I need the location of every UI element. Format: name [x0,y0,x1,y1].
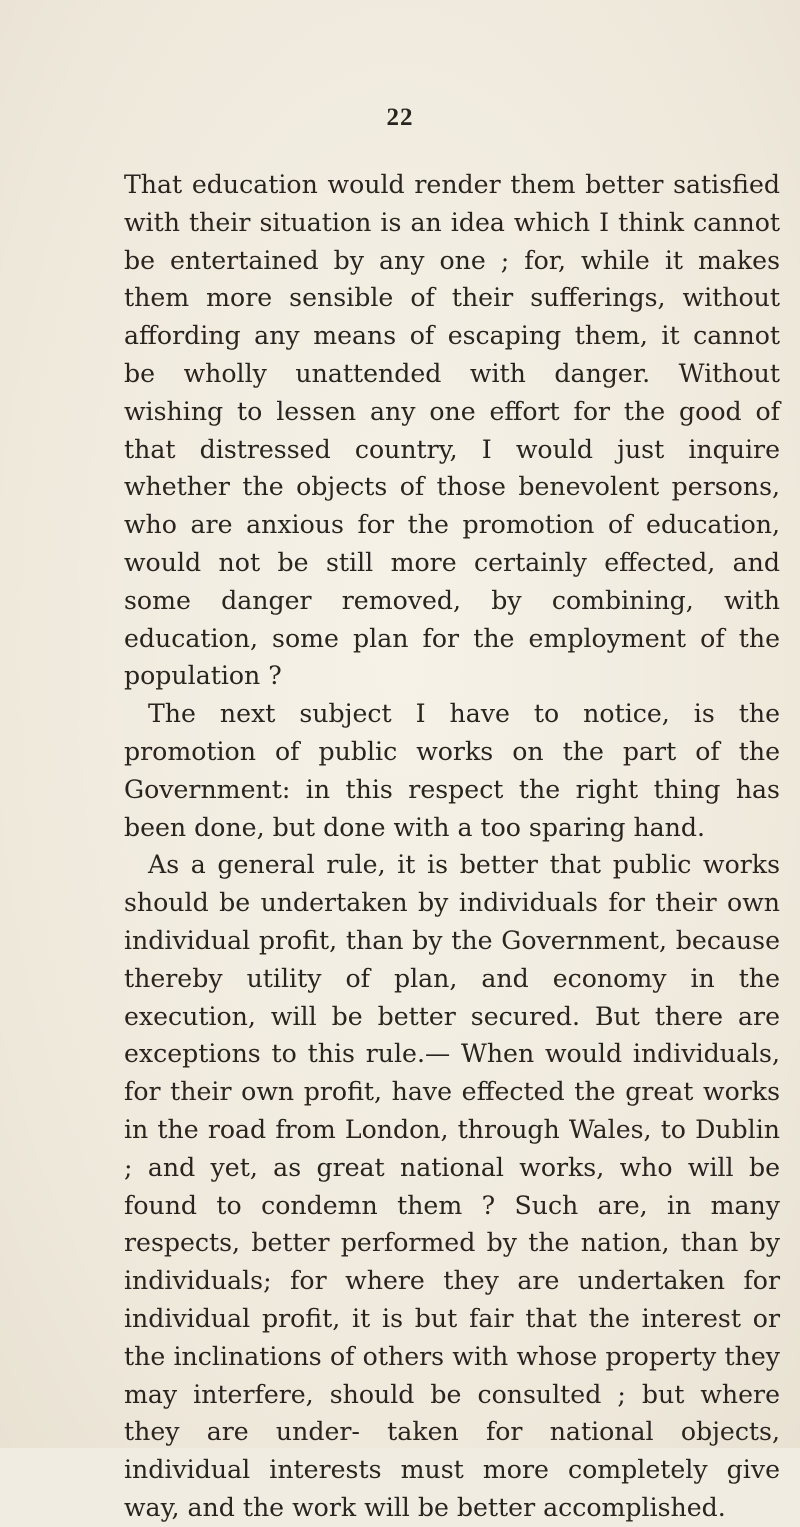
paragraph-education: That education would render them better satisfied with their situation is an idea which I think cannot be entertained by any one ; for, while it makes them more sensible of their sufferings, without affording any means of escaping them, it cannot be wholly unattended with danger. Without wishing to lessen any one effort for the good of that distressed country, I would just inquire whether the objects of those benevolent persons, who are anxious for the promotion of education, would not be still more certainly effected, and some danger removed, by combining, with education, some plan for the employment of the population ? [124,170,780,691]
body-text [124,166,780,1527]
page-number: 22 [386,104,414,131]
paragraph-general-rule: As a general rule, it is better that public works should be undertaken by individuals for their own individual profit, than by the Government, because thereby utility of plan, and economy in the execution, will be better secured. But there are exceptions to this rule.— When would individuals, for their own profit, have effected the great works in the road from London, through Wales, to Dublin ; and yet, as great national works, who will be found to condemn them ? Such are, in many respects, better performed by the nation, than by individuals; for where they are undertaken for individual profit, it is but fair that the interest or the inclinations of others with whose property they may interfere, should be consulted ; but where they are under- taken for national objects, individual interests must more completely give way, and the work will be better accomplished. [124,850,780,1522]
paragraph-public-works: The next subject I have to notice, is the promotion of public works on the part of the Government: in this respect the right thing has been done, but done with a too sparing hand. [124,699,780,842]
